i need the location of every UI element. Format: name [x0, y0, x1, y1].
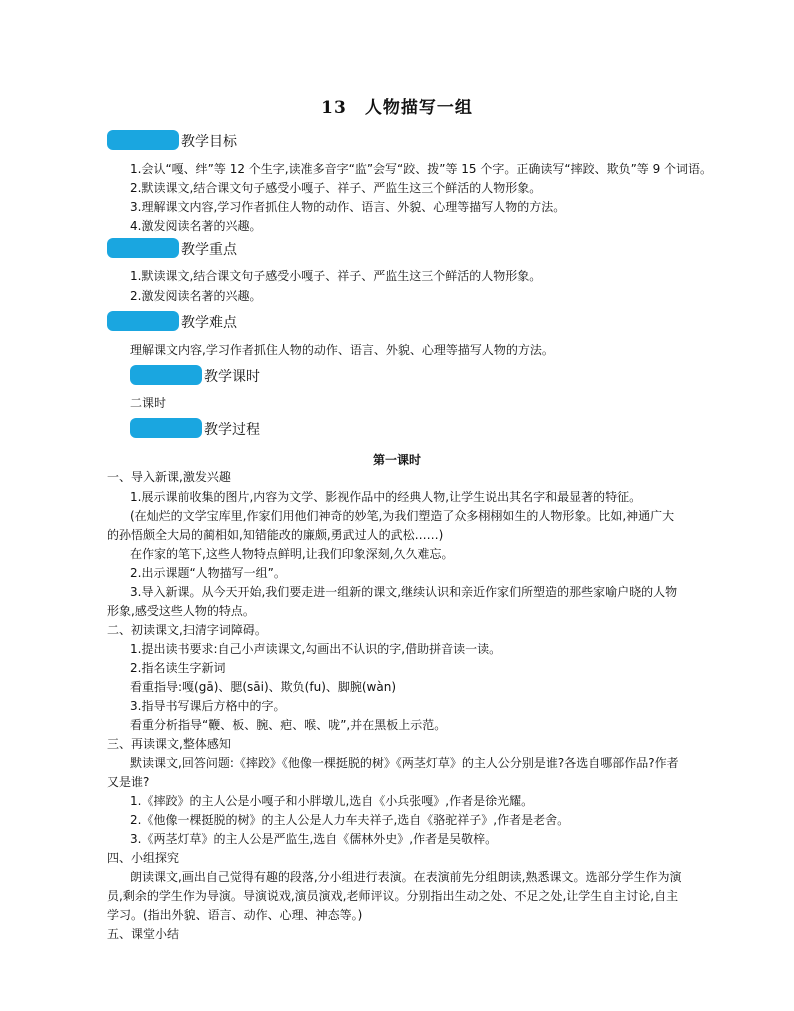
- key-item: 2.激发阅读名著的兴趣。: [130, 289, 262, 303]
- body-line: 默读课文,回答问题:《摔跤》《他像一棵挺脱的树》《两茎灯草》的主人公分别是谁?各选自哪部作品?作者: [130, 756, 679, 770]
- body-heading: 一、导入新课,激发兴趣: [107, 470, 231, 484]
- section-marker: [107, 311, 179, 331]
- body-heading: 五、课堂小结: [107, 927, 180, 941]
- body-line: 在作家的笔下,这些人物特点鲜明,让我们印象深刻,久久难忘。: [130, 547, 454, 561]
- body-line: 员,剩余的学生作为导演。导演说戏,演员演戏,老师评议。分别指出生动之处、不足之处,让学生自主讨论,自主: [107, 889, 679, 903]
- body-line: 看重分析指导“鞭、板、腕、疤、喉、咙”,并在黑板上示范。: [130, 718, 447, 732]
- body-line: 2.指名读生字新词: [130, 661, 226, 675]
- body-line: 1.《摔跤》的主人公是小嘎子和小胖墩儿,选自《小兵张嘎》,作者是徐光耀。: [130, 794, 534, 808]
- lesson-title: 第一课时: [372, 453, 421, 467]
- section-label: 教学重点: [181, 242, 237, 258]
- section-label: 教学课时: [204, 369, 260, 385]
- body-line: 2.《他像一棵挺脱的树》的主人公是人力车夫祥子,选自《骆驼祥子》,作者是老舍。: [130, 813, 570, 827]
- body-heading: 三、再读课文,整体感知: [107, 737, 231, 751]
- body-line: (在灿烂的文学宝库里,作家们用他们神奇的妙笔,为我们塑造了众多栩栩如生的人物形象。比如,神通广大: [130, 509, 675, 523]
- body-heading: 四、小组探究: [107, 851, 180, 865]
- section-marker: [130, 365, 202, 385]
- difficulty-text: 理解课文内容,学习作者抓住人物的动作、语言、外貌、心理等描写人物的方法。: [130, 343, 554, 357]
- body-line: 朗读课文,画出自己觉得有趣的段落,分小组进行表演。在表演前先分组朗读,熟悉课文。选部分学生作为演: [130, 870, 682, 884]
- body-line: 3.导入新课。从今天开始,我们要走进一组新的课文,继续认识和亲近作家们所塑造的那些家喻户晓的人物: [130, 585, 678, 599]
- body-line: 3.指导书写课后方格中的字。: [130, 699, 286, 713]
- body-line: 看重指导:嘎(gā)、腮(sāi)、欺负(fu)、脚腕(wàn): [130, 680, 397, 694]
- body-line: 3.《两茎灯草》的主人公是严监生,选自《儒林外史》,作者是吴敬梓。: [130, 832, 498, 846]
- section-label: 教学难点: [181, 315, 237, 331]
- section-marker: [107, 130, 179, 150]
- goal-item: 1.会认“嘎、绊”等 12 个生字,读准多音字“监”会写“跤、拨”等 15 个字。正确读写“摔跤、欺负”等 9 个词语。: [130, 162, 713, 176]
- body-line: 形象,感受这些人物的特点。: [107, 604, 255, 618]
- page-title: 13 人物描写一组: [321, 98, 473, 118]
- body-line: 的孙悟颇全大局的蔺相如,知错能改的廉颇,勇武过人的武松……): [107, 528, 444, 542]
- body-line: 2.出示课题“人物描写一组”。: [130, 566, 286, 580]
- goal-item: 4.激发阅读名著的兴趣。: [130, 219, 262, 233]
- body-line: 又是谁?: [107, 775, 150, 789]
- section-label: 教学目标: [181, 134, 237, 150]
- hours-text: 二课时: [130, 396, 167, 410]
- section-marker: [130, 418, 202, 438]
- body-line: 1.提出读书要求:自己小声读课文,勾画出不认识的字,借助拼音读一读。: [130, 642, 502, 656]
- body-line: 学习。(指出外貌、语言、动作、心理、神态等。): [107, 908, 363, 922]
- body-line: 1.展示课前收集的图片,内容为文学、影视作品中的经典人物,让学生说出其名字和最显著的特征。: [130, 490, 642, 504]
- key-item: 1.默读课文,结合课文句子感受小嘎子、祥子、严监生这三个鲜活的人物形象。: [130, 269, 542, 283]
- section-marker: [107, 238, 179, 258]
- section-label: 教学过程: [204, 422, 260, 438]
- goal-item: 2.默读课文,结合课文句子感受小嘎子、祥子、严监生这三个鲜活的人物形象。: [130, 181, 542, 195]
- body-heading: 二、初读课文,扫清字词障碍。: [107, 623, 267, 637]
- goal-item: 3.理解课文内容,学习作者抓住人物的动作、语言、外貌、心理等描写人物的方法。: [130, 200, 566, 214]
